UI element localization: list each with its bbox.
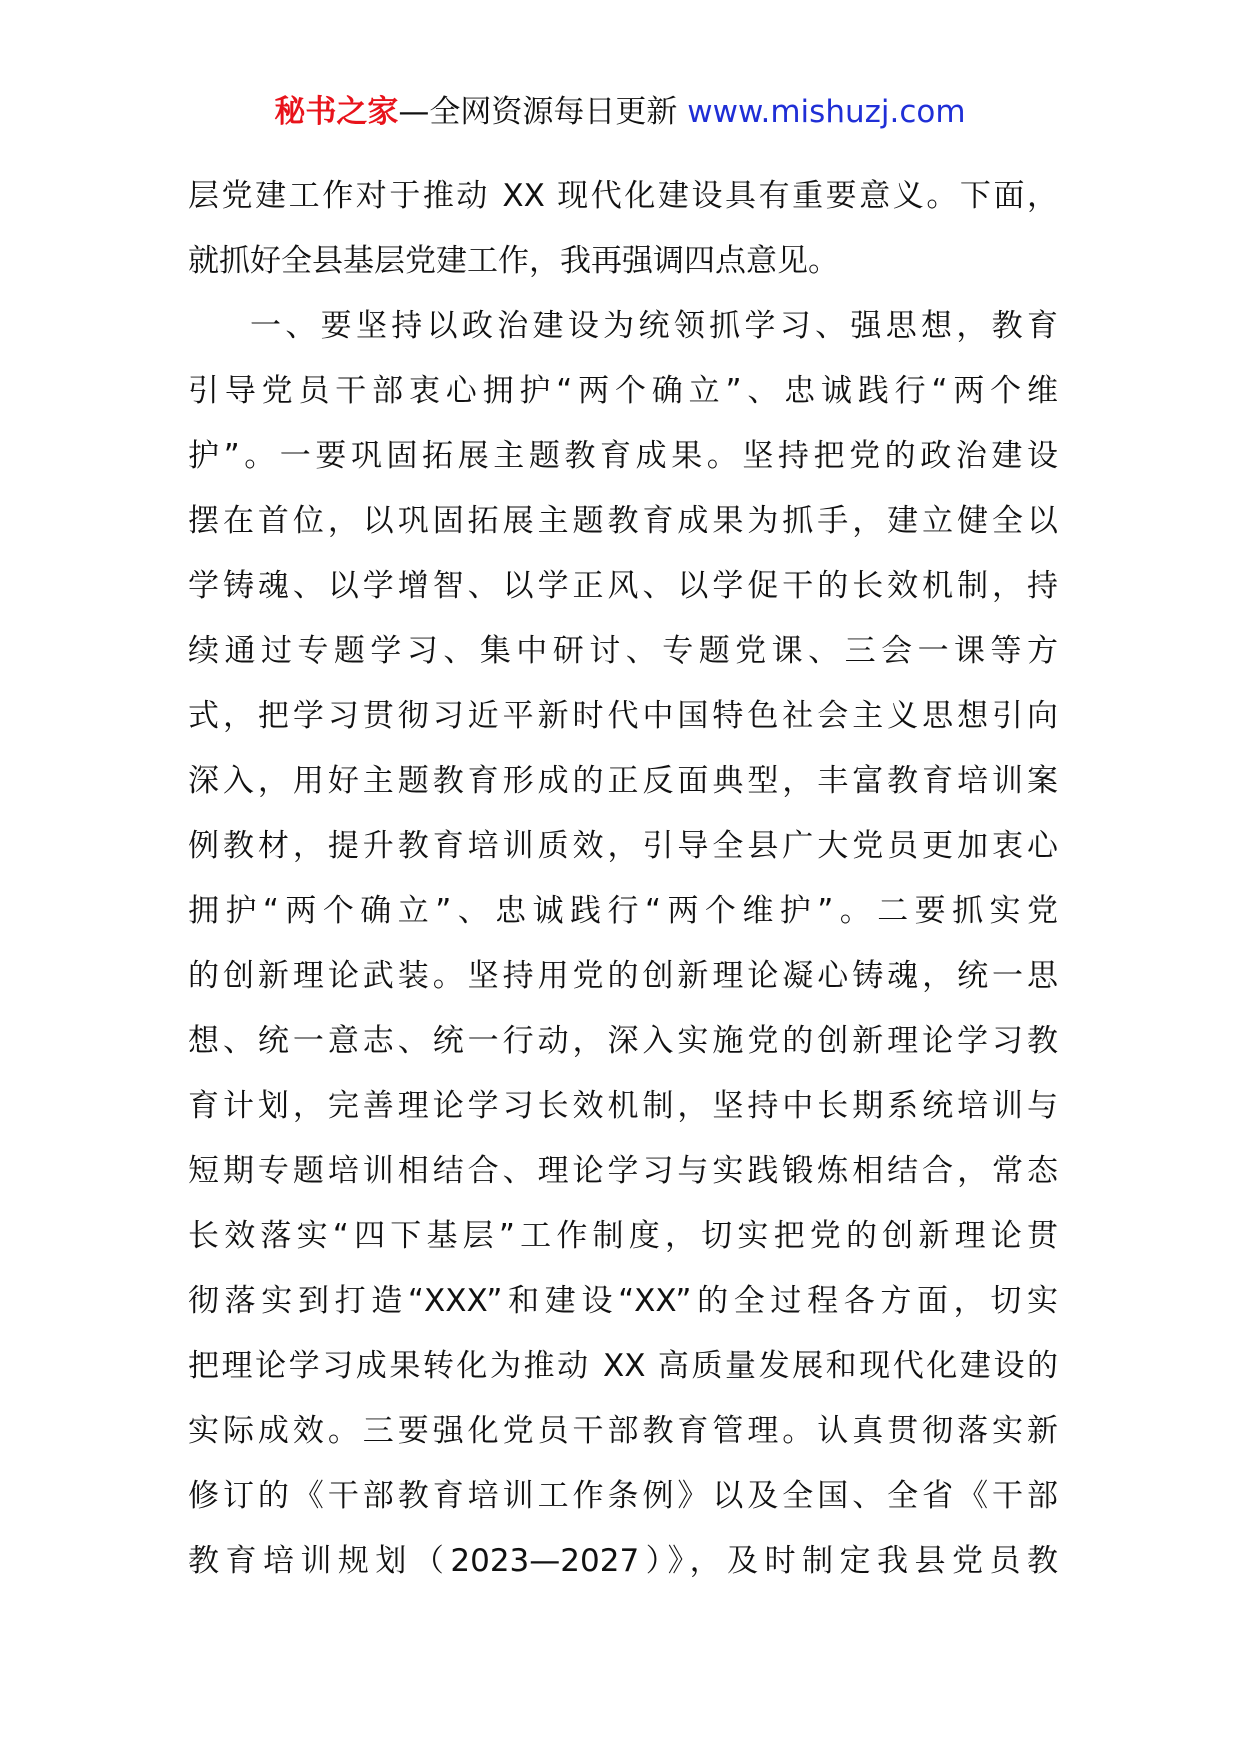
- body-line: 就抓好全县基层党建工作，我再强调四点意见。: [188, 243, 839, 279]
- body-line: 长效落实“四下基层”工作制度，切实把党的创新理论贯: [188, 1218, 1058, 1254]
- body-line: 想、统一意志、统一行动，深入实施党的创新理论学习教: [188, 1023, 1058, 1059]
- body-line: 把理论学习成果转化为推动 XX 高质量发展和现代化建设的: [188, 1348, 1058, 1384]
- body-line: 式，把学习贯彻习近平新时代中国特色社会主义思想引向: [188, 698, 1058, 734]
- body-line: 续通过专题学习、集中研讨、专题党课、三会一课等方: [188, 633, 1058, 669]
- body-line: 的创新理论武装。坚持用党的创新理论凝心铸魂，统一思: [188, 958, 1058, 994]
- body-line: 育计划，完善理论学习长效机制，坚持中长期系统培训与: [188, 1088, 1058, 1124]
- site-url-link[interactable]: www.mishuzj.com: [687, 94, 966, 130]
- body-line: 学铸魂、以学增智、以学正风、以学促干的长效机制，持: [188, 568, 1058, 604]
- header-tagline: —全网资源每日更新: [398, 94, 688, 130]
- document-body: [188, 164, 1058, 1594]
- body-line: 例教材，提升教育培训质效，引导全县广大党员更加衷心: [188, 828, 1058, 864]
- body-line: 层党建工作对于推动 XX 现代化建设具有重要意义。下面，: [188, 178, 1058, 214]
- body-line: 实际成效。三要强化党员干部教育管理。认真贯彻落实新: [188, 1413, 1058, 1449]
- body-line: 深入，用好主题教育形成的正反面典型，丰富教育培训案: [188, 763, 1058, 799]
- body-line: 摆在首位，以巩固拓展主题教育成果为抓手，建立健全以: [188, 503, 1058, 539]
- section-heading-line: 一、要坚持以政治建设为统领抓学习、强思想，教育: [250, 308, 1058, 344]
- document-header: [0, 92, 1240, 132]
- body-line: 修订的《干部教育培训工作条例》以及全国、全省《干部: [188, 1478, 1058, 1514]
- body-line: 短期专题培训相结合、理论学习与实践锻炼相结合，常态: [188, 1153, 1058, 1189]
- body-line: 引导党员干部衷心拥护“两个确立”、忠诚践行“两个维: [188, 373, 1058, 409]
- body-line: 拥护“两个确立”、忠诚践行“两个维护”。二要抓实党: [188, 893, 1058, 929]
- body-line: 教育培训规划（2023—2027）》，及时制定我县党员教: [188, 1543, 1058, 1579]
- site-name: 秘书之家: [274, 94, 399, 130]
- body-line: 彻落实到打造“XXX”和建设“XX”的全过程各方面，切实: [188, 1283, 1058, 1319]
- body-line: 护”。一要巩固拓展主题教育成果。坚持把党的政治建设: [188, 438, 1058, 474]
